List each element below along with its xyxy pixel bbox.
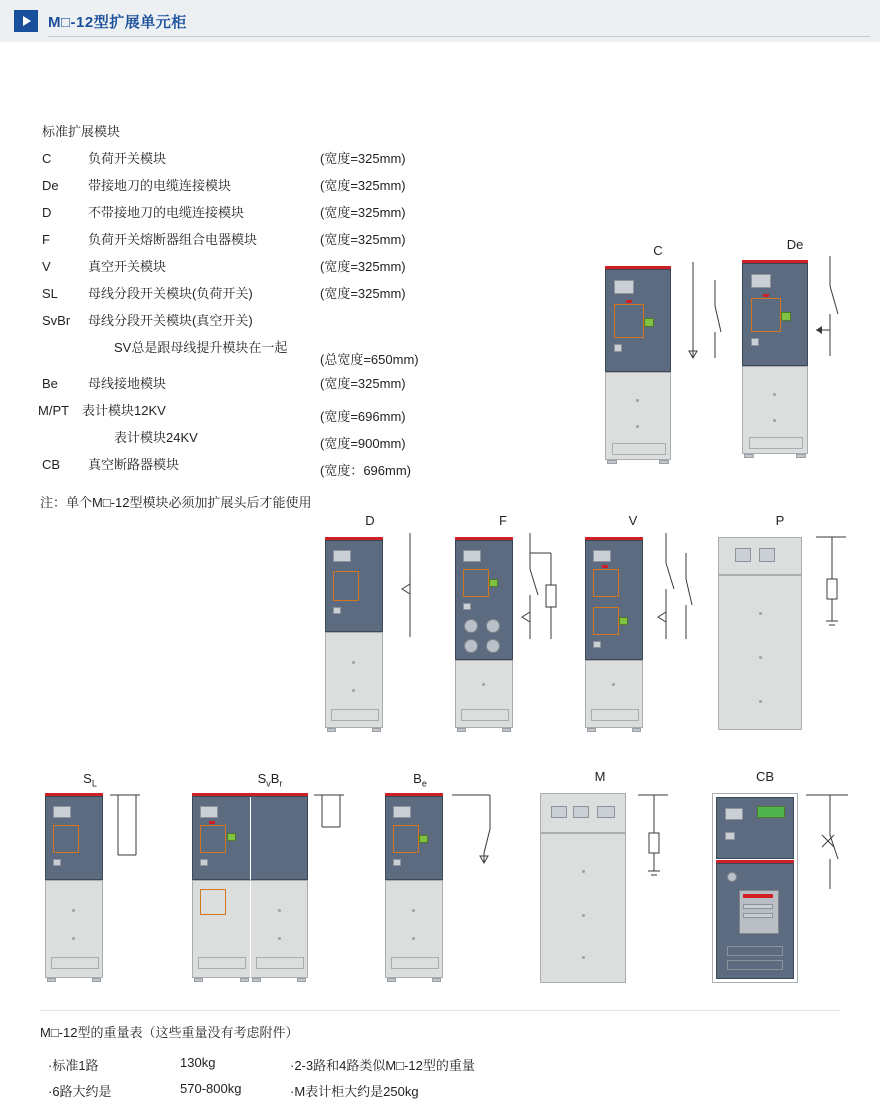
spec-width: (宽度=325mm): [320, 259, 406, 274]
figure-label-v: V: [628, 513, 638, 528]
figure-label-d: D: [365, 513, 375, 528]
figure-label-de: De: [786, 237, 804, 252]
spec-code: D: [42, 205, 52, 220]
spec-name: SV总是跟母线提升模块在一起: [114, 340, 288, 355]
spec-row: [40, 404, 470, 431]
schematic-p: [806, 533, 862, 653]
spec-code: F: [42, 232, 50, 247]
schematic-be: [446, 789, 502, 879]
schematic-d: [388, 533, 438, 643]
spec-name: 母线接地模块: [88, 376, 167, 391]
cabinet-f: [455, 537, 513, 733]
spec-width: (宽度=325mm): [320, 376, 406, 391]
figure-label-sl: $S_L$: [83, 771, 97, 789]
page-title: M□-12型扩展单元柜: [48, 14, 187, 31]
figure-label-f: F: [499, 513, 507, 528]
spec-row: [40, 260, 470, 287]
spec-name: 负荷开关熔断器组合电器模块: [88, 232, 258, 247]
cabinet-m: [540, 793, 626, 983]
schematic-sl: [106, 789, 156, 879]
spec-code: M/PT: [38, 403, 70, 418]
play-icon: [14, 10, 38, 32]
spec-name: 母线分段开关模块(真空开关): [88, 313, 253, 328]
weights-cell-label: ·标准1路: [48, 1058, 99, 1073]
cabinet-de: [742, 260, 808, 460]
figure-label-p: P: [775, 513, 785, 528]
weights-cell-label: ·6路大约是: [48, 1084, 112, 1099]
spec-row: [40, 341, 470, 377]
schematic-svbr: [310, 789, 360, 879]
weights-row: [40, 1081, 840, 1107]
spec-name: 不带接地刀的电缆连接模块: [88, 205, 245, 220]
spec-code: Be: [42, 376, 58, 391]
figure-label-be: $B_e$: [413, 771, 427, 789]
spec-width: (宽度=325mm): [320, 205, 406, 220]
spec-name: 表计模块12KV: [82, 403, 166, 418]
figure-label-cb: CB: [755, 769, 775, 784]
spec-width: (宽度=900mm): [320, 436, 406, 451]
spec-code: SL: [42, 286, 58, 301]
spec-name: 真空开关模块: [88, 259, 167, 274]
spec-width: (宽度=696mm): [320, 409, 406, 424]
figure-label-m: M: [594, 769, 606, 784]
cabinet-be: [385, 793, 443, 983]
cabinet-p: [718, 537, 802, 733]
spec-name: 真空断路器模块: [88, 457, 180, 472]
spec-list: [40, 125, 470, 485]
cabinet-v: [585, 537, 643, 733]
cabinet-sl: [45, 793, 103, 983]
header-divider: [48, 36, 870, 37]
spec-code: V: [42, 259, 51, 274]
cabinet-cb: [712, 793, 798, 983]
schematic-c: [675, 262, 735, 372]
schematic-m: [630, 789, 680, 889]
spec-code: SvBr: [42, 313, 71, 328]
spec-code: C: [42, 151, 52, 166]
weights-title: M□-12型的重量表（这些重量没有考虑附件）: [40, 1025, 299, 1040]
spec-row: [40, 152, 470, 179]
schematic-de: [812, 256, 872, 366]
schematic-cb: [800, 789, 860, 899]
cabinet-d: [325, 537, 383, 733]
spec-width: (宽度=325mm): [320, 151, 406, 166]
weights-cell-value: 130kg: [180, 1055, 216, 1070]
spec-name: 母线分段开关模块(负荷开关): [88, 286, 253, 301]
figure-label-c: C: [653, 243, 663, 258]
spec-row: [40, 206, 470, 233]
spec-row: [40, 431, 470, 458]
weights-row: [40, 1055, 840, 1081]
weights-divider: [40, 1010, 840, 1011]
weights-cell-note: ·2-3路和4路类似M□-12型的重量: [290, 1058, 475, 1073]
spec-row: [40, 314, 470, 341]
weights-cell-value: 570-800kg: [180, 1081, 242, 1096]
spec-width: (宽度=325mm): [320, 178, 406, 193]
weights-table: [40, 1022, 840, 1107]
spec-row: [40, 458, 470, 485]
spec-row: [40, 287, 470, 314]
spec-name: 带接地刀的电缆连接模块: [88, 178, 232, 193]
schematic-f: [516, 533, 572, 653]
weights-cell-note: ·M表计柜大约是250kg: [290, 1084, 419, 1099]
spec-width: (宽度=325mm): [320, 286, 406, 301]
spec-note: 注：单个M□-12型模块必须加扩展头后才能使用: [40, 495, 312, 510]
cabinet-c: [605, 266, 671, 466]
spec-width: (宽度=325mm): [320, 232, 406, 247]
schematic-v: [646, 533, 702, 653]
spec-row: [40, 377, 470, 404]
spec-width: (总宽度=650mm): [320, 352, 419, 367]
spec-list-title: 标准扩展模块: [42, 124, 121, 139]
spec-code: CB: [42, 457, 61, 472]
figure-label-svbr: $S_vB_r$: [257, 771, 283, 789]
spec-name: 表计模块24KV: [114, 430, 198, 445]
spec-name: 负荷开关模块: [88, 151, 167, 166]
spec-code: De: [42, 178, 59, 193]
cabinet-svbr: [192, 793, 308, 983]
spec-row: [40, 179, 470, 206]
spec-row: [40, 233, 470, 260]
spec-width: (宽度：696mm): [320, 463, 412, 478]
